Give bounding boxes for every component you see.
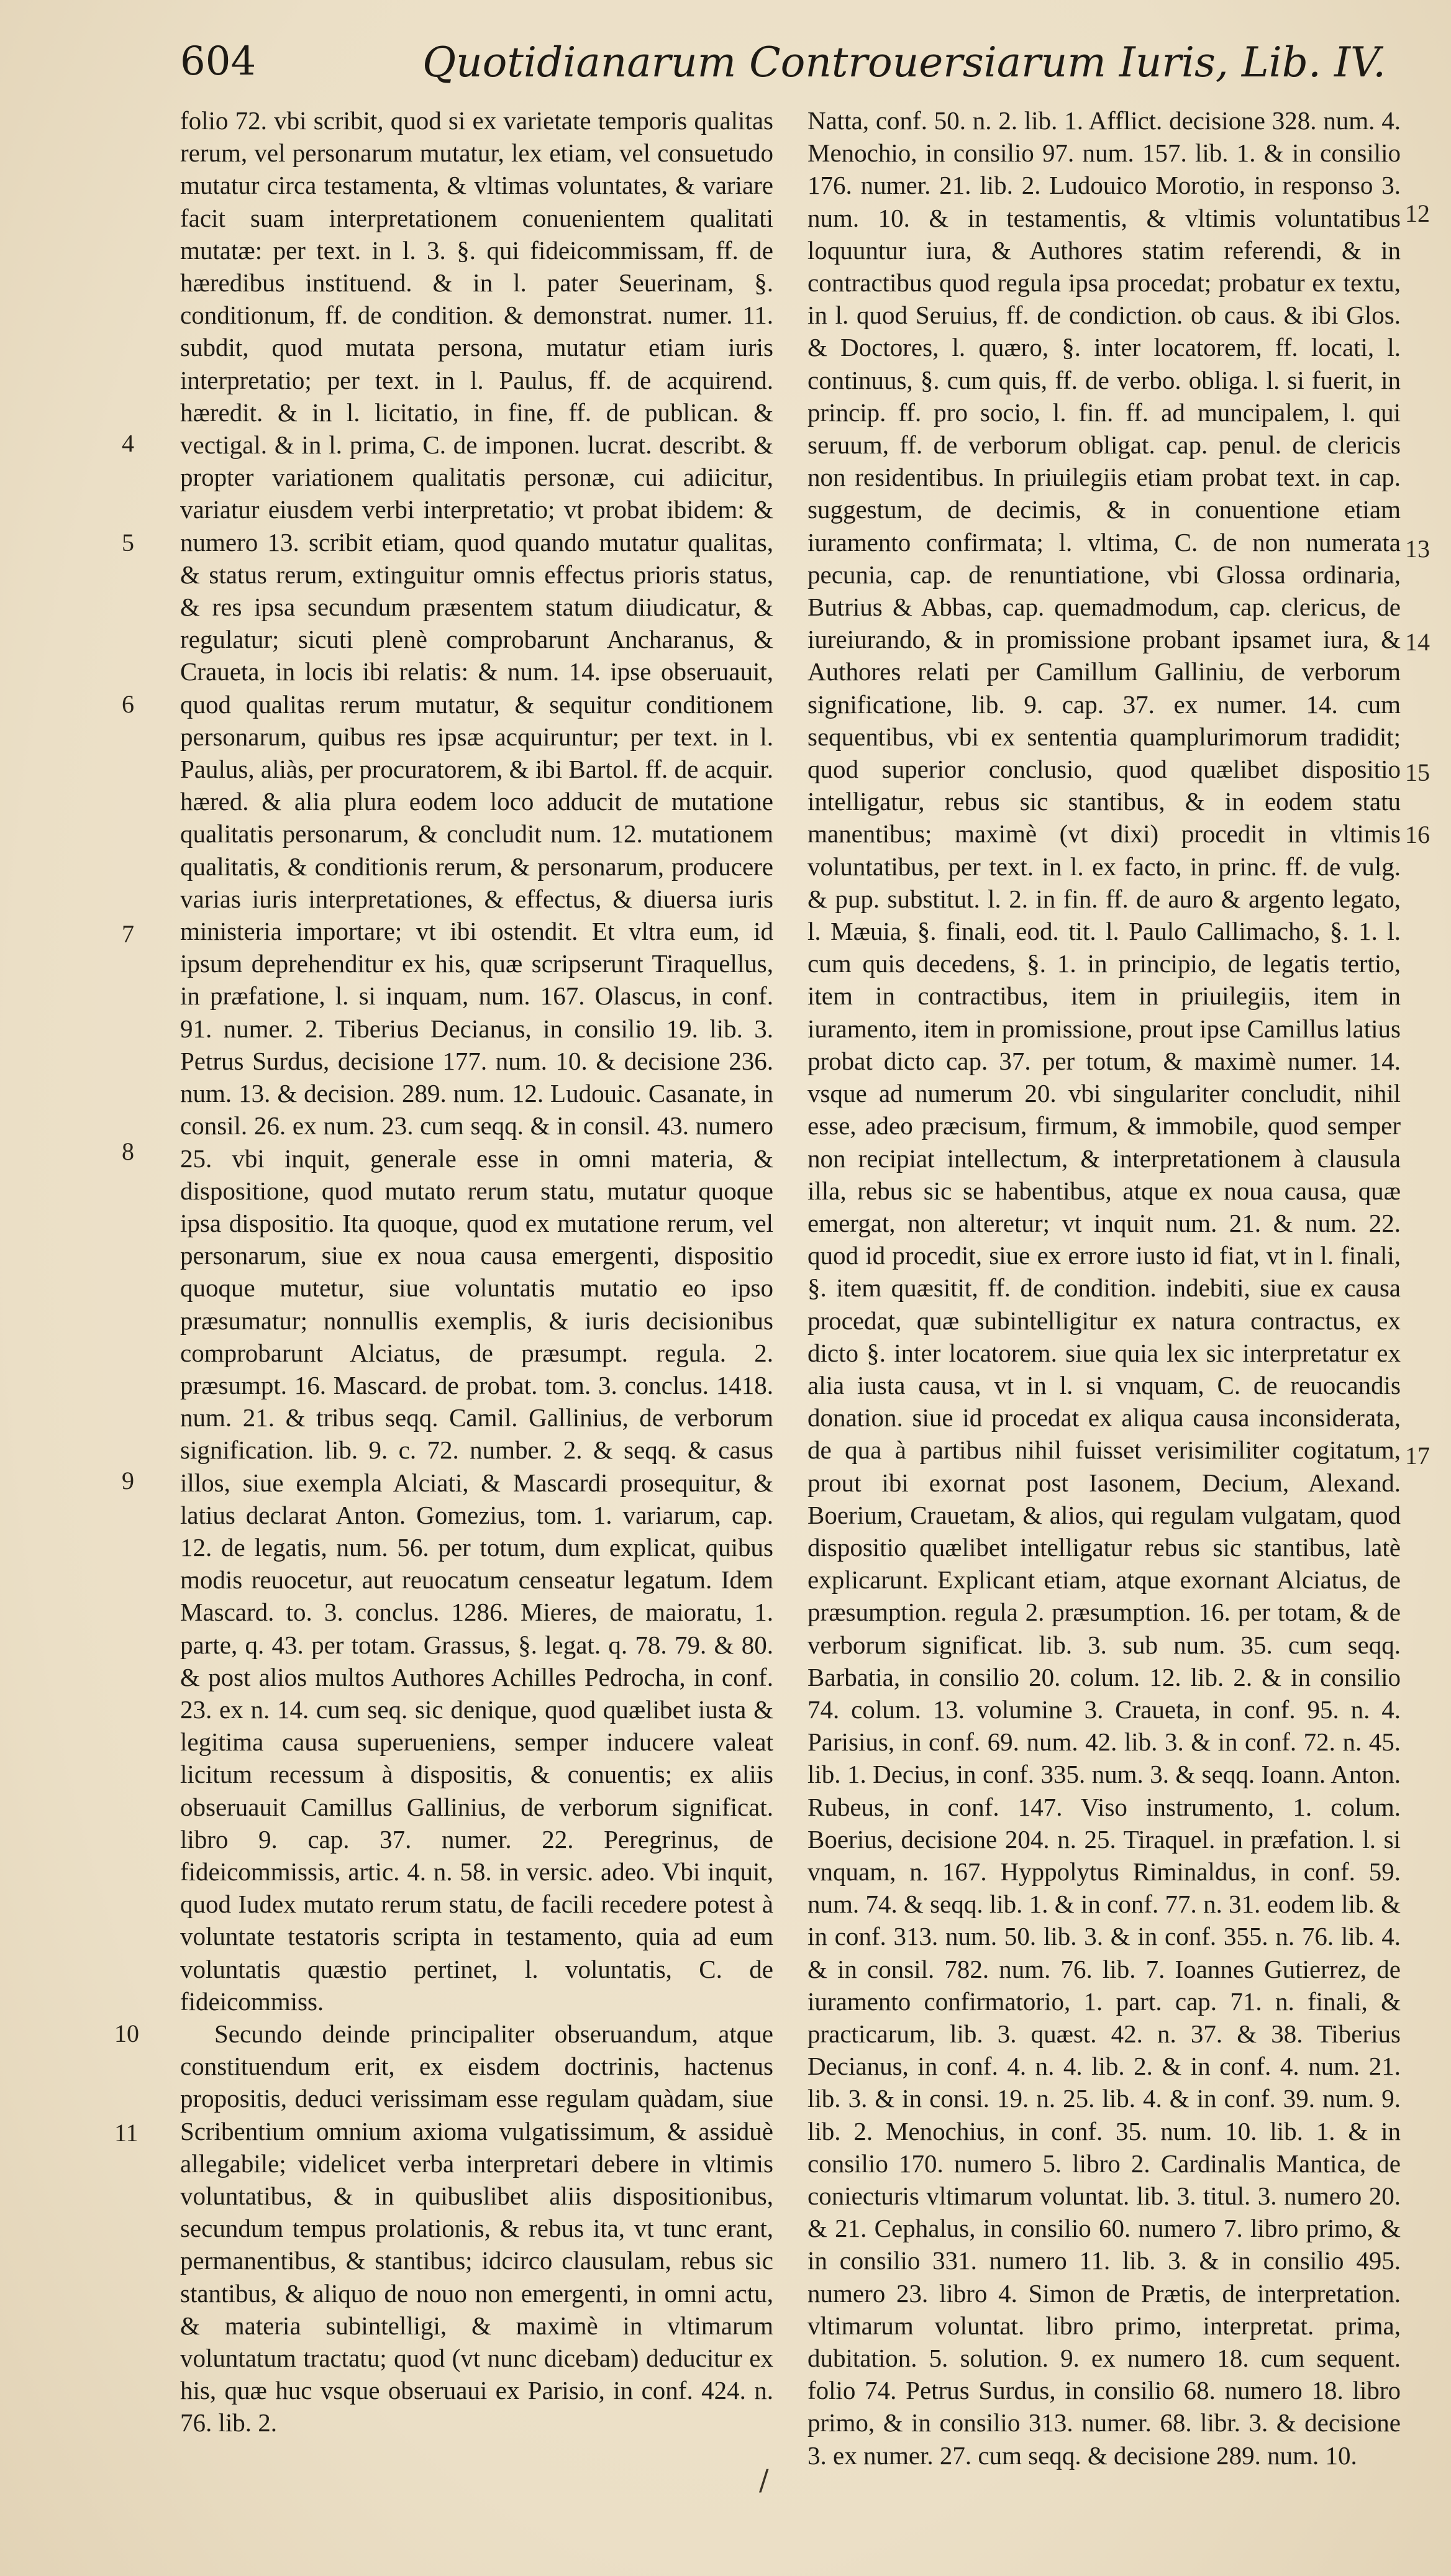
left-column (180, 104, 773, 2439)
margin-number: 13 (1405, 535, 1430, 563)
margin-number: 4 (122, 429, 134, 457)
left-paragraph-2: Secundo deinde principaliter obseruandum, atque constituendum erit, ex eisdem doctrinis, hactenus propositis, deduci verissimam esse regulam quàdam, siue Scribentium omnium axioma vulgatissimum, & assiduè allegabile; videlicet verba interpretari debere in vltimis voluntatibus, & in quibuslibet aliis dispositionibus, secundum tempus prolationis, & rebus ita, vt tunc erant, permanentibus, & stantibus; idcirco clausulam, rebus sic stantibus, & aliquo de nouo non emergenti, in omni actu, & materia subintelligi, & maximè in vltimarum voluntatum tractatu; quod (vt nunc dicebam) deducitur ex his, quæ huc vsque obseruaui ex Parisio, in conf. 424. n. 76. lib. 2. (180, 2019, 773, 2437)
margin-number: 6 (122, 690, 134, 718)
margin-number: 15 (1405, 758, 1430, 786)
right-paragraph-1: Natta, conf. 50. n. 2. lib. 1. Afflict. decisione 328. num. 4. Menochio, in consilio 97. num. 157. lib. 1. & in consilio 176. numer. 21. lib. 2. Ludouico Morotio, in responso 3. num. 10. & in testamentis, & vltimis voluntatibus loquuntur iura, & Authores statim referendi, & in contractibus quod regula ipsa procedat; probatur ex textu, in l. quod Seruius, ff. de condiction. ob caus. & ibi Glos. & Doctores, l. quæro, §. inter locatorem, ff. locati, l. continuus, §. cum quis, ff. de verbo. obliga. l. si fuerit, in princip. ff. pro socio, l. fin. ff. ad muncipalem, l. qui seruum, ff. de verborum obligat. cap. penul. de clericis non residentibus. In priuilegiis etiam probat text. in cap. suggestum, de decimis, & in conuentione etiam iuramento confirmata; l. vltima, C. de non numerata pecunia, cap. de renuntiatione, vbi Glossa ordinaria, Butrius & Abbas, cap. quemadmodum, cap. clericus, de iureiurando, & in promissione probant ipsamet iura, & Authores relati per Camillum Galliniu, de verborum significatione, lib. 9. cap. 37. ex numer. 14. cum sequentibus, vbi ex sententia quamplurimorum tradidit; quod superior conclusio, quod quælibet dispositio intelligatur, rebus sic stantibus, & in eodem statu manentibus; maximè (vt dixi) procedit in vltimis voluntatibus, per text. in l. ex facto, in princ. ff. de vulg. & pup. substitut. l. 2. in fin. ff. de auro & argento legato, l. Mæuia, §. finali, eod. tit. l. Paulo Callimacho, §. 1. l. cum quis decedens, §. 1. in principio, de legatis tertio, item in contractibus, item in priuilegiis, item in iuramento, item in promissione, prout ipse Camillus latius probat dicto cap. 37. per totum, & maximè numer. 14. vsque ad numerum 20. vbi singulariter concludit, nihil esse, adeo præcisum, firmum, & immobile, quod semper non recipiat intellectum, & interpretationem à clausula illa, rebus sic se habentibus, atque ex noua causa, quæ emergat, non alteretur; vt inquit num. 21. & num. 22. quod id procedit, siue ex errore iusto id fiat, vt in l. finali, §. item quæsitit, ff. de condition. indebiti, siue ex causa procedat, quæ subintelligitur ex natura contractus, ex dicto §. inter locatorem. siue quia lex sic interpretatur ex alia iusta causa, vt in l. si vnquam, C. de reuocandis donation. siue id procedat ex aliqua causa inconsiderata, de qua à partibus nihil fuisset verisimiliter cogitatum, prout ibi exornat post Iasonem, Decium, Alexand. Boerium, Crauetam, & alios, qui regulam vulgatam, quod dispositio quælibet intelligatur rebus sic stantibus, latè explicarunt. Explicant etiam, atque exornant Alciatus, de præsumption. regula 2. præsumption. 16. per totam, & de verborum significat. lib. 3. sub num. 35. cum seqq. Barbatia, in consilio 20. colum. 12. lib. 2. & in consilio 74. colum. 13. volumine 3. Craueta, in conf. 95. n. 4. Parisius, in conf. 69. num. 42. lib. 3. & in conf. 72. n. 45. lib. 1. Decius, in conf. 335. num. 3. & seqq. Ioann. Anton. Rubeus, in conf. 147. Viso instrumento, 1. colum. Boerius, decisione 204. n. 25. Tiraquel. in præfation. l. si vnquam, n. 167. Hyppolytus Riminaldus, in conf. 59. num. 74. & seqq. lib. 1. & in conf. 77. n. 31. eodem lib. & in conf. 313. num. 50. lib. 3. & in conf. 355. n. 76. lib. 4. & in consil. 782. num. 76. lib. 7. Ioannes Gutierrez, de iuramento confirmatorio, 1. part. cap. 71. n. finali, & practicarum, lib. 3. quæst. 42. n. 37. & 38. Tiberius Decianus, in conf. 4. n. 4. lib. 2. & in conf. 4. num. 21. lib. 3. & in consi. 19. n. 25. lib. 4. & in conf. 39. num. 9. lib. 2. Menochius, in conf. 35. num. 10. lib. 1. & in consilio 170. numero 5. libro 2. Cardinalis Mantica, de coniecturis vltimarum voluntat. lib. 3. titul. 3. numero 20. & 21. Cephalus, in consilio 60. numero 7. libro primo, & in consilio 331. numero 11. lib. 3. & in consilio 495. numero 23. libro 4. Simon de Prætis, de interpretation. vltimarum voluntat. libro primo, interpretat. prima, dubitation. 5. solution. 9. ex numero 18. cum sequent. folio 74. Petrus Surdus, in consilio 68. numero 18. libro primo, & in consilio 313. numer. 68. libr. 3. & decisione 3. ex numer. 27. cum seqq. & decisione 289. num. 10. (807, 106, 1401, 2470)
margin-number: 10 (114, 2019, 139, 2047)
left-paragraph-1: folio 72. vbi scribit, quod si ex varietate temporis qualitas rerum, vel personarum mutatur, lex etiam, vel consuetudo mutatur circa testamenta, & vltimas voluntates, & variare facit suam interpretationem conuenientem qualitati mutatæ: per text. in l. 3. §. qui fideicommissam, ff. de hæredibus instituend. & in l. pater Seuerinam, §. conditionum, ff. de condition. & demonstrat. numer. 11. subdit, quod mutata persona, mutatur etiam iuris interpretatio; per text. in l. Paulus, ff. de acquirend. hæredit. & in l. licitatio, in fine, ff. de publican. & vectigal. & in l. prima, C. de imponen. lucrat. describt. & propter variationem qualitatis personæ, cui adiicitur, variatur eiusdem verbi interpretatio; vt probat ibidem: & numero 13. scribit etiam, quod quando mutatur qualitas, & status rerum, extinguitur omnis effectus prioris status, & res ipsa secundum præsentem statum diiudicatur, & regulatur; sicuti plenè comprobarunt Ancharanus, & Craueta, in locis ibi relatis: & num. 14. ipse obseruauit, quod qualitas rerum mutatur, & sequitur conditionem personarum, quibus res ipsæ acquiruntur; per text. in l. Paulus, aliàs, per procuratorem, & ibi Bartol. ff. de acquir. hæred. & alia plura eodem loco adducit de mutatione qualitatis personarum, & concludit num. 12. mutationem qualitatis, & conditionis rerum, & personarum, producere varias iuris interpretationes, & effectus, & diuersa iuris ministeria importare; vt ibi ostendit. Et vltra eum, id ipsum deprehenditur ex his, quæ scripserunt Tiraquellus, in præfatione, l. si inquam, num. 167. Olascus, in conf. 91. numer. 2. Tiberius Decianus, in consilio 19. lib. 3. Petrus Surdus, decisione 177. num. 10. & decisione 236. num. 13. & decision. 289. num. 12. Ludouic. Casanate, in consil. 26. ex num. 23. cum seqq. & in consil. 43. numero 25. vbi inquit, generale esse in omni materia, & dispositione, quod mutato rerum statu, mutatur quoque ipsa dispositio. Ita quoque, quod ex mutatione rerum, vel personarum, siue ex noua causa emergenti, dispositio quoque mutetur, siue voluntatis mutatio eo ipso præsumatur; nonnullis exemplis, & iuris decisionibus comprobarunt Alciatus, de præsumpt. regula. 2. præsumpt. 16. Mascard. de probat. tom. 3. conclus. 1418. num. 21. & tribus seqq. Camil. Gallinius, de verborum signification. lib. 9. c. 72. number. 2. & seqq. & casus illos, siue exempla Alciati, & Mascardi prosequitur, & latius declarat Anton. Gomezius, tom. 1. variarum, cap. 12. de legatis, num. 56. per totum, dum explicat, quibus modis reuocetur, aut reuocatum censeatur legatum. Idem Mascard. to. 3. conclus. 1286. Mieres, de maioratu, 1. parte, q. 43. per totam. Grassus, §. legat. q. 78. 79. & 80. & post alios multos Authores Achilles Pedrocha, in conf. 23. ex n. 14. cum seq. sic denique, quod quælibet iusta & legitima causa superueniens, semper inducere valeat licitum recessum à dispositis, & conuentis; ex aliis obseruauit Camillus Gallinius, de verborum significat. libro 9. cap. 37. numer. 22. Peregrinus, de fideicommissis, artic. 4. n. 58. in versic. adeo. Vbi inquit, quod Iudex mutato rerum statu, de facili recedere potest à voluntate testatoris scripta in testamento, quia ad eum voluntatis quæstio pertinet, l. voluntatis, C. de fideicommiss. (180, 106, 773, 2016)
running-title: Quotidianarum Controuersiarum Iuris, Lib. IV. (422, 39, 1386, 86)
footer-mark: / (759, 2463, 769, 2496)
margin-number: 12 (1405, 199, 1430, 227)
margin-number: 8 (122, 1137, 134, 1165)
margin-number: 16 (1405, 821, 1430, 849)
page-header (180, 39, 1386, 107)
page-number: 604 (180, 39, 257, 84)
right-column (807, 104, 1401, 2472)
margin-number: 17 (1405, 1442, 1430, 1470)
margin-number: 7 (122, 920, 134, 948)
margin-number: 11 (114, 2119, 139, 2147)
margin-number: 9 (122, 1467, 134, 1495)
margin-number: 14 (1405, 628, 1430, 656)
margin-number: 5 (122, 529, 134, 557)
